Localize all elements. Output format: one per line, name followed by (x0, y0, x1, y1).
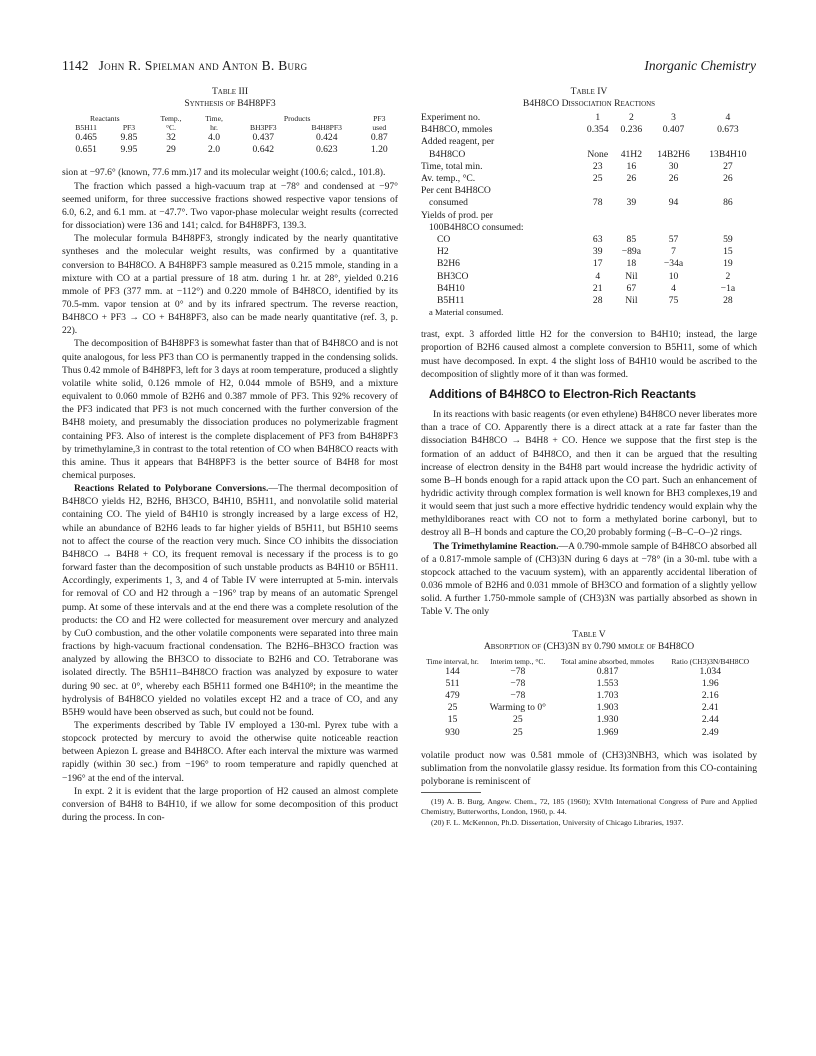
table-cell: 18 (626, 258, 637, 270)
row-label: 100B4H8CO consumed: (429, 221, 524, 233)
table-row (421, 112, 757, 124)
table-cell: 1.903 (596, 702, 619, 714)
table-cell: Nil (625, 295, 638, 307)
t5-col-header: Total amine absorbed, mmoles (561, 656, 655, 666)
table-cell: 1.96 (701, 677, 719, 689)
row-label: Time, total min. (421, 160, 483, 172)
table-cell: 0.407 (662, 124, 685, 136)
t3-group-time: Time, (205, 114, 223, 123)
table-cell: −34a (663, 258, 684, 270)
table4 (421, 112, 757, 307)
t3-col-header: B4H8PF3 (311, 123, 342, 132)
table-cell: 4 (725, 112, 731, 123)
table-row (421, 690, 757, 702)
run-in-heading: Reactions Related to Polyborane Conversions. (74, 483, 269, 495)
table4-footnote: a Material consumed. (429, 307, 504, 318)
right-column (421, 86, 757, 828)
table-cell: 0.623 (315, 144, 338, 156)
table-cell: 19 (723, 258, 733, 270)
table5 (421, 657, 757, 739)
paragraph: In its reactions with basic reagents (or even ethylene) B4H8CO never liberates more than a trace of CO. Apparently there is a direct attack at a rate far faster than the dissociation B4H8CO → B4H8 + CO. Hence we suppose that the first step is the formation of an adduct of B4H8CO, and then it can be argued that the resulting increase of electron density in the B4H8 part would increase the hydridic activity of some B–H bonds enough for a rapid attack upon the CO part. Such an enhancement of hydridic activity through complex formation is well known for BH3 complexes,19 and it would seem that just such a more effective hydridic tendency would explain why the methyldiboranes react with CO not to form a methylated borine carbonyl, but to destroy all B–H bonds and capture the CO,20 probably forming (–B–C–O–)2 rings. (421, 409, 757, 539)
table-row (421, 161, 757, 173)
table-cell: 511 (445, 677, 460, 689)
table-cell: −78 (510, 689, 526, 701)
table-cell (581, 222, 615, 234)
table-cell: 1.930 (596, 714, 619, 726)
table-row (421, 210, 757, 222)
table-cell: 1 (595, 112, 601, 123)
header-left (62, 58, 307, 74)
table-cell: 78 (592, 197, 603, 209)
table-row (421, 234, 757, 246)
table-row (421, 678, 757, 690)
table-row (421, 124, 757, 136)
table-cell: 63 (592, 234, 603, 246)
table-cell: 2.16 (701, 689, 719, 701)
table-cell: 14B2H6 (657, 148, 690, 160)
table-cell: 25 (592, 173, 603, 185)
row-label: B2H6 (437, 258, 460, 270)
row-label: Experiment no. (421, 112, 481, 123)
table3 (62, 114, 398, 156)
table-cell: 0.424 (315, 132, 338, 143)
table-cell: None (587, 148, 609, 160)
table-cell (648, 210, 699, 222)
paragraph-text: —The thermal decomposition of B4H8CO yields H2, B2H6, BH3CO, B4H10, B5H11, and nonvolatile solid material containing CO. The yield of B4H10 is strongly increased by a large excess of H2, while an abundance of B2H6 leads to far higher yields of B5H11, but B5H10 seems not to affect the course of the reaction very much. Since CO inhibits the dissociation B4H8CO → B4H8 + CO, its frequent removal is necessary if the process is to go forward faster than the decomposition of such unstable products as B4H10 or B5H11. Accordingly, experiments 1, 3, and 4 of Table IV were interrupted at 5-min. intervals for removal of CO and H2 through a −196° trap by means of an automatic Sprengel pump. At some of these intervals and at the end there was a complete resolution of the products: the CO and H2 were collected for measurement over mercury and analyzed by CuO combustion, and the other volatile components were separated into three main fractions by high-vacuum fractional condensation. The B2H6–BH3CO fraction was analyzed by allowing the BH3CO to dissociate to B2H6 and CO. Tetraborane was isolated directly. The B5H11–B4H8CO fraction was analyzed by exposure to water during 90 sec. at 0°, whereby each B5H11 formed one B4H10⁸; in the meantime the hydrolysis of B4H8CO yielded no volatiles except H2 and a trace of CO, and any B5H9 would have been observed as such, but could not be found. (62, 483, 398, 718)
table-cell (648, 185, 699, 197)
row-label: Av. temp., °C. (421, 173, 476, 185)
table-cell: 32 (166, 132, 176, 143)
table-cell: 1.553 (596, 677, 619, 689)
table-cell: 3 (671, 112, 676, 123)
paragraph: volatile product now was 0.581 mmole of (CH3)3NBH3, which was isolated by sublimation from the nonvolatile glassy residue. Its formation from this CO-containing polyborane is reminiscent of (421, 749, 757, 788)
table-cell: 0.817 (596, 665, 619, 677)
paragraph: The fraction which passed a high-vacuum trap at −78° and condensed at −97° seemed uniform, for three successive fractions showed respective vapor tensions of 6.0, 6.2, and 6.1 mm. at −47.7°. Two vapor-phase molecular weight results (corrected for dissociation) were 136 and 141; calcd. for B4H8PF3, 139.3. (62, 180, 398, 232)
row-label: consumed (429, 197, 468, 209)
table-cell (699, 210, 757, 222)
row-label: B4H8CO (429, 148, 466, 160)
t3-col-header: hr. (210, 123, 218, 132)
row-label: CO (437, 234, 451, 246)
row-label: B5H11 (437, 295, 465, 307)
table-row (421, 173, 757, 185)
table-cell: −89a (621, 246, 641, 258)
table-row (421, 258, 757, 270)
table-cell: 39 (626, 197, 637, 209)
table-cell: 479 (445, 689, 460, 701)
footnotes (421, 797, 757, 828)
table-cell: Warming to 0° (489, 702, 546, 714)
table-cell: 0.673 (717, 124, 739, 136)
table-cell: 59 (723, 234, 733, 246)
table-row (421, 714, 757, 726)
table-cell: Nil (625, 270, 638, 282)
table-cell: 26 (668, 173, 679, 185)
row-label: BH3CO (437, 270, 469, 282)
section-heading: Additions of B4H8CO to Electron-Rich Reactants (429, 388, 697, 401)
paragraph: trast, expt. 3 afforded little H2 for the conversion to B4H10; instead, the large proportion of B2H6 caused almost a complete conversion to B5H11, some of which must have decomposed. In expt. 4 the slight loss of B4H10 would be ascribed to the decomposition of slightly more of it than was formed. (421, 329, 757, 380)
table-cell: 2 (725, 270, 731, 282)
table-row (421, 283, 757, 295)
table-cell: 1.034 (699, 665, 722, 677)
table4-caption: B4H8CO Dissociation Reactions (522, 98, 656, 109)
table-cell (615, 210, 649, 222)
table-cell: −1a (720, 282, 736, 294)
page-header (62, 58, 756, 76)
table-cell (615, 136, 649, 148)
t3-col-header: BH3PF3 (250, 123, 277, 132)
t5-col-header: Time interval, hr. (426, 656, 479, 666)
t5-col-header: Interim temp., °C. (490, 656, 546, 666)
table-cell: 25 (513, 726, 523, 738)
table5-caption: Absorption of (CH3)3N by 0.790 mmole of B4H8CO (483, 640, 695, 652)
table-row (421, 197, 757, 209)
table-cell: 0.87 (370, 132, 388, 143)
author-names: John R. Spielman and Anton B. Burg (98, 58, 308, 73)
paragraph: The decomposition of B4H8PF3 is somewhat faster than that of B4H8CO and is not quite analogous, for less PF3 than CO is permanently trapped in the condensing solids. Thus 0.42 mmole of B4H8PF3, left for 3 days at room temperature, produced a slightly volatile white solid, 0.126 mmole of H2, 0.044 mmole of B5H9, and a mixture equivalent to 0.060 mmole of B2H6 and 0.387 mmole of PF3. This 92% recovery of the PF3 indicated that PF3 is not much concerned with the further conversion of the B4H8 moiety, and presumably the dissociation produces no polymerizable fragment containing PF3. Also of interest is the complete displacement of PF3 from B4H8PF3 by trimethylamine,3 in contrast to the total retention of CO when B4H8CO reacts with this amine. Thus it appears that B4H8PF3 is the better source of B4H8 for most chemical purposes. (62, 338, 398, 481)
table-cell: 39 (592, 246, 603, 258)
table-cell: 9.85 (120, 132, 138, 143)
table-cell: 23 (592, 160, 603, 172)
table-cell: 86 (723, 197, 733, 209)
table-row (421, 666, 757, 678)
table3-caption: Synthesis of B4H8PF3 (184, 98, 276, 109)
table-cell: 27 (723, 160, 733, 172)
table-cell: 930 (445, 726, 460, 738)
table-cell: 13B4H10 (709, 148, 747, 160)
table-cell: 41H2 (620, 148, 643, 160)
t3-group-pf3: PF3 (373, 114, 386, 123)
table-cell: −78 (510, 677, 526, 689)
table-cell: 4.0 (208, 132, 221, 143)
table-row (421, 136, 757, 148)
table-cell: 25 (513, 714, 523, 726)
table-cell: 2.0 (208, 144, 221, 156)
table-row (421, 295, 757, 307)
table-cell: 10 (668, 270, 679, 282)
table-cell: 75 (668, 295, 679, 307)
t3-col-header: PF3 (122, 123, 136, 132)
run-in-heading: The Trimethylamine Reaction. (433, 540, 559, 552)
table-cell: 1.20 (370, 144, 388, 156)
row-label: H2 (437, 246, 449, 258)
t3-group-products: Products (283, 114, 311, 123)
table-cell: 28 (723, 295, 733, 307)
table3-title: Table III (211, 86, 249, 97)
paragraph: In expt. 2 it is evident that the large proportion of H2 caused an almost complete conversion of B4H8 to B4H10, if we allow for some decomposition of this product during the process. In con- (62, 785, 398, 824)
table-cell: 2 (628, 112, 634, 123)
table-cell: 85 (626, 234, 637, 246)
row-label: Yields of prod. per (421, 209, 493, 221)
table-cell: 2.49 (701, 726, 719, 738)
table-row (62, 144, 398, 156)
table-cell (648, 136, 699, 148)
table-cell: 57 (668, 234, 679, 246)
table-cell (699, 185, 757, 197)
table-cell: 0.236 (620, 124, 643, 136)
table-row (421, 727, 757, 739)
table-row (421, 271, 757, 283)
row-label: B4H8CO, mmoles (421, 124, 493, 136)
table4-title: Table IV (570, 86, 608, 97)
paragraph: The molecular formula B4H8PF3, strongly indicated by the nearly quantitative syntheses and the molecular weight results, was confirmed by a quantitative conversion to B4H8CO. A B4H8PF3 sample measured as 0.215 mmole, standing in a mixture with CO at a partial pressure of 18 atm. during 1 hr. at 28°, yielded 0.216 mmole of PF3 (377 mm. at −112°) and 0.220 mmole of B4H8CO, identified by its 70.5-mm. vapor tension at 0° and by its infrared spectrum. The reverse reaction, B4H8CO + PF3 → CO + B4H8PF3, also can be made nearly quantitative (ref. 3, p. 22). (62, 233, 398, 337)
table-cell: 15 (723, 246, 733, 258)
table-cell: 15 (447, 714, 458, 726)
table-cell: 16 (626, 160, 637, 172)
table-cell: 0.642 (252, 144, 275, 156)
table-cell: 0.651 (75, 144, 97, 156)
table-cell: 21 (592, 282, 603, 294)
paragraph (62, 482, 398, 719)
journal-name: Inorganic Chemistry (644, 58, 756, 73)
table-cell (581, 210, 615, 222)
t3-col-header: B5H11 (75, 123, 97, 132)
table-cell: 30 (668, 160, 679, 172)
row-label: B4H10 (437, 282, 465, 294)
table-row (421, 246, 757, 258)
t3-group-temp: Temp., (160, 114, 182, 123)
table-cell: 4 (595, 270, 601, 282)
table-cell: 0.437 (252, 132, 275, 143)
table-cell (648, 222, 699, 234)
t3-col-header: °C. (165, 123, 176, 132)
table-row (421, 149, 757, 161)
table-cell (581, 136, 615, 148)
t3-group-reactants: Reactants (90, 114, 120, 123)
table-cell (615, 222, 649, 234)
table-cell: 94 (668, 197, 679, 209)
table-cell: 0.354 (586, 124, 609, 136)
table5-title: Table V (572, 628, 606, 640)
table-row (421, 185, 757, 197)
table-cell: 26 (723, 173, 733, 185)
table-cell (699, 136, 757, 148)
table-cell: 1.969 (596, 726, 619, 738)
paragraph: The experiments described by Table IV employed a 130-ml. Pyrex tube with a stopcock protected by mercury to avoid the otherwise quite noticeable reaction between Apiezon L grease and B4H8CO. After each interval the mixture was warmed rapidly (within 30 sec.) from −196° to room temperature and rapidly quenched at −196° at the end of the interval. (62, 719, 398, 784)
table-cell: 1.703 (596, 689, 619, 701)
page-number: 1142 (62, 58, 89, 73)
table-cell (615, 185, 649, 197)
table-row (62, 132, 398, 144)
table-cell: 17 (592, 258, 603, 270)
footnote-rule (421, 792, 481, 793)
table-row (421, 702, 757, 714)
table-cell: 144 (445, 665, 460, 677)
row-label: Added reagent, per (421, 136, 495, 148)
footnote: (19) A. B. Burg, Angew. Chem., 72, 185 (1960); XVIth International Congress of Pure and Applied Chemistry, Butterworths, London, 1960, p. 44. (421, 797, 757, 817)
table-cell: 2.41 (701, 702, 719, 714)
t3-col-header: used (372, 123, 387, 132)
table-cell: 67 (626, 282, 637, 294)
table-cell: 26 (626, 173, 637, 185)
table-cell: 9.95 (120, 144, 138, 156)
table-cell: 25 (447, 702, 458, 714)
table-cell (581, 185, 615, 197)
paragraph: sion at −97.6° (known, 77.6 mm.)17 and its molecular weight (100.6; calcd., 101.8). (62, 167, 386, 179)
paragraph (421, 540, 757, 619)
table-cell (699, 222, 757, 234)
paragraph-text: —A 0.790-mmole sample of B4H8CO absorbed all of a 0.817-mmole sample of (CH3)3N during 6 days at −78° (in a 30-ml. tube with a stopcock attached to the vacuum system), with an apparently accidental liberation of 0.036 mmole of B2H6 and 0.031 mmole of BH3CO and formation of a slightly yellow solid. A further 1.750-mmole sample of (CH3)3N was partially absorbed as shown in Table V. The only (421, 540, 757, 618)
table-cell: 0.465 (75, 132, 97, 143)
table-cell: 29 (166, 144, 176, 156)
left-column (62, 86, 398, 824)
table-cell: 28 (592, 295, 603, 307)
table-cell: 2.44 (701, 714, 719, 726)
row-label: Per cent B4H8CO (421, 185, 491, 197)
footnote: (20) F. L. McKennon, Ph.D. Dissertation, University of Chicago Libraries, 1937. (431, 817, 684, 827)
table-cell: 4 (671, 282, 676, 294)
table-row (421, 222, 757, 234)
t5-col-header: Ratio (CH3)3N/B4H8CO (671, 656, 750, 666)
table-cell: −78 (510, 665, 526, 677)
table-cell: 7 (671, 246, 676, 258)
